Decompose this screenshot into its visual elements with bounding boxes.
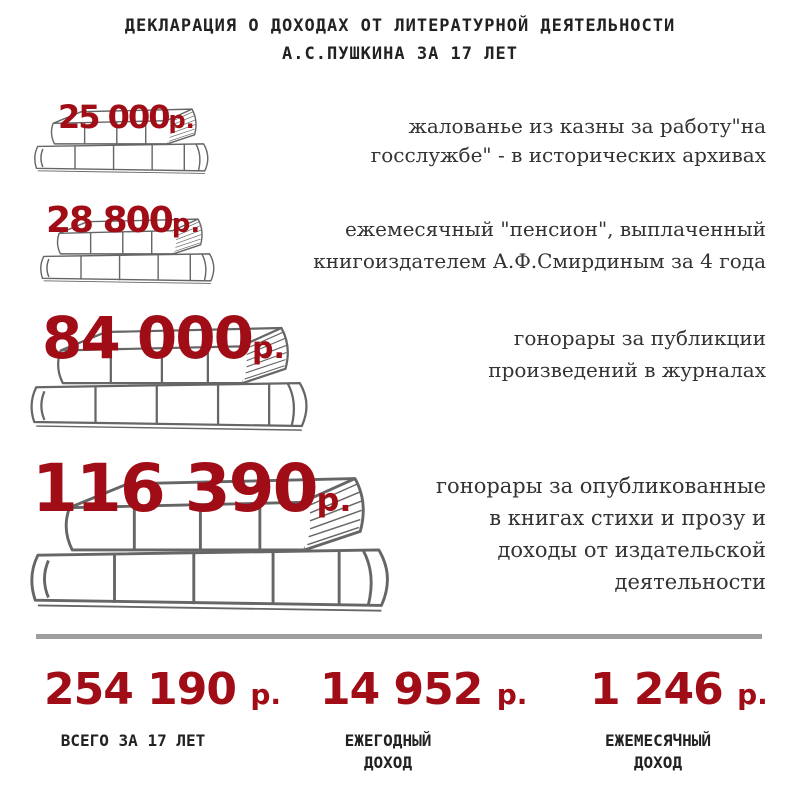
description-row-4: гонорары за опубликованные в книгах стихи и прозу и доходы от издательской деятельности xyxy=(436,474,766,594)
amount-row-2: 28 800р. xyxy=(46,200,201,241)
yearly-amount: 14 952 р. xyxy=(320,664,528,715)
yearly-caption: ЕЖЕГОДНЫЙ ДОХОД xyxy=(344,731,432,772)
total-amount: 254 190 р. xyxy=(44,664,282,715)
monthly-caption: ЕЖЕМЕСЯЧНЫЙ ДОХОД xyxy=(605,731,711,772)
amount-row-3: 84 000р. xyxy=(42,304,285,372)
description-row-1: жалованье из казны за работу"на госслужбе" - в исторических архивах xyxy=(370,114,766,167)
description-row-2: ежемесячный "пенсион", выплаченный книгоиздателем А.Ф.Смирдиным за 4 года xyxy=(313,217,766,273)
page-subtitle: А.С.ПУШКИНА ЗА 17 ЛЕТ xyxy=(282,44,518,64)
divider xyxy=(36,634,762,639)
page-title: ДЕКЛАРАЦИЯ О ДОХОДАХ ОТ ЛИТЕРАТУРНОЙ ДЕЯТЕЛЬНОСТИ xyxy=(124,16,676,36)
monthly-amount: 1 246 р. xyxy=(590,664,768,715)
amount-row-1: 25 000р. xyxy=(58,98,195,136)
amount-row-4: 116 390р. xyxy=(32,450,352,527)
description-row-3: гонорары за публикции произведений в журналах xyxy=(488,326,766,382)
total-caption: ВСЕГО ЗА 17 ЛЕТ xyxy=(60,731,206,750)
